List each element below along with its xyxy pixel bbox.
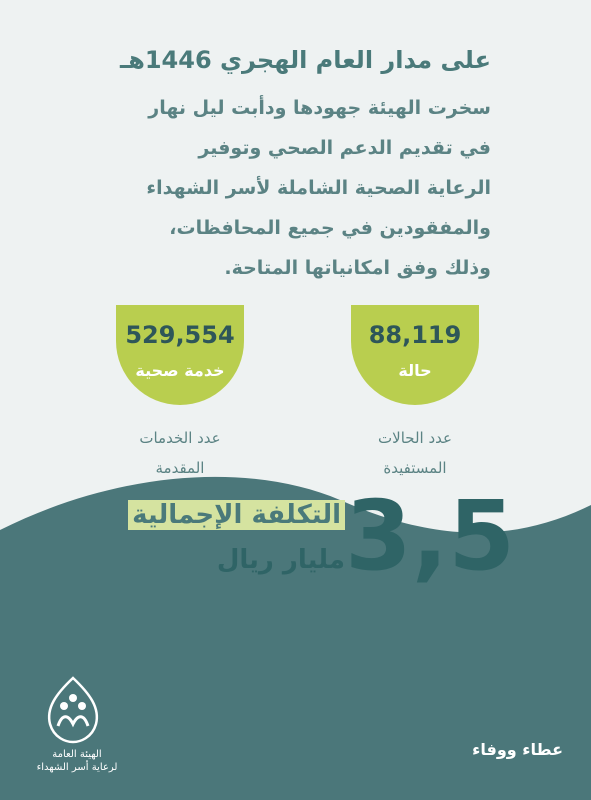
organization-name-line: لرعاية أسر الشهداء <box>36 762 118 773</box>
stat-cases <box>340 305 490 483</box>
stat-desc-line: عدد الحالات <box>378 429 452 447</box>
intro-line: في تقديم الدعم الصحي وتوفير <box>198 137 491 159</box>
stat-description <box>105 423 255 483</box>
stat-value: 88,119 <box>368 321 462 349</box>
stat-value: 529,554 <box>125 321 235 349</box>
page-heading: على مدار العام الهجري 1446هـ <box>120 46 491 74</box>
stat-desc-line: المستفيدة <box>383 459 447 477</box>
stat-desc-line: المقدمة <box>155 459 205 477</box>
stat-services <box>105 305 255 483</box>
stat-label: حالة <box>398 361 432 380</box>
stat-desc-line: عدد الخدمات <box>139 429 221 447</box>
intro-line: الرعاية الصحية الشاملة لأسر الشهداء <box>146 177 491 199</box>
cost-unit: مليار ريال <box>216 545 345 575</box>
cost-title <box>105 500 345 530</box>
intro-line: سخرت الهيئة جهودها ودأبت ليل نهار <box>148 97 491 119</box>
intro-line: والمفقودين في جميع المحافظات، <box>169 217 491 239</box>
stat-badge <box>116 305 244 405</box>
intro-line: وذلك وفق امكانياتها المتاحة. <box>224 257 491 279</box>
organization-name <box>22 748 132 774</box>
slogan: عطاء ووفاء <box>472 740 563 759</box>
stat-description <box>340 423 490 483</box>
stat-badge <box>351 305 479 405</box>
cost-title-text: التكلفة الإجمالية <box>128 500 345 530</box>
organization-name-line: الهيئة العامة <box>52 749 102 760</box>
cost-value: 3,5 <box>345 480 516 592</box>
stat-label: خدمة صحية <box>135 361 225 380</box>
organization-logo-icon <box>38 676 108 744</box>
intro-paragraph <box>71 88 491 288</box>
